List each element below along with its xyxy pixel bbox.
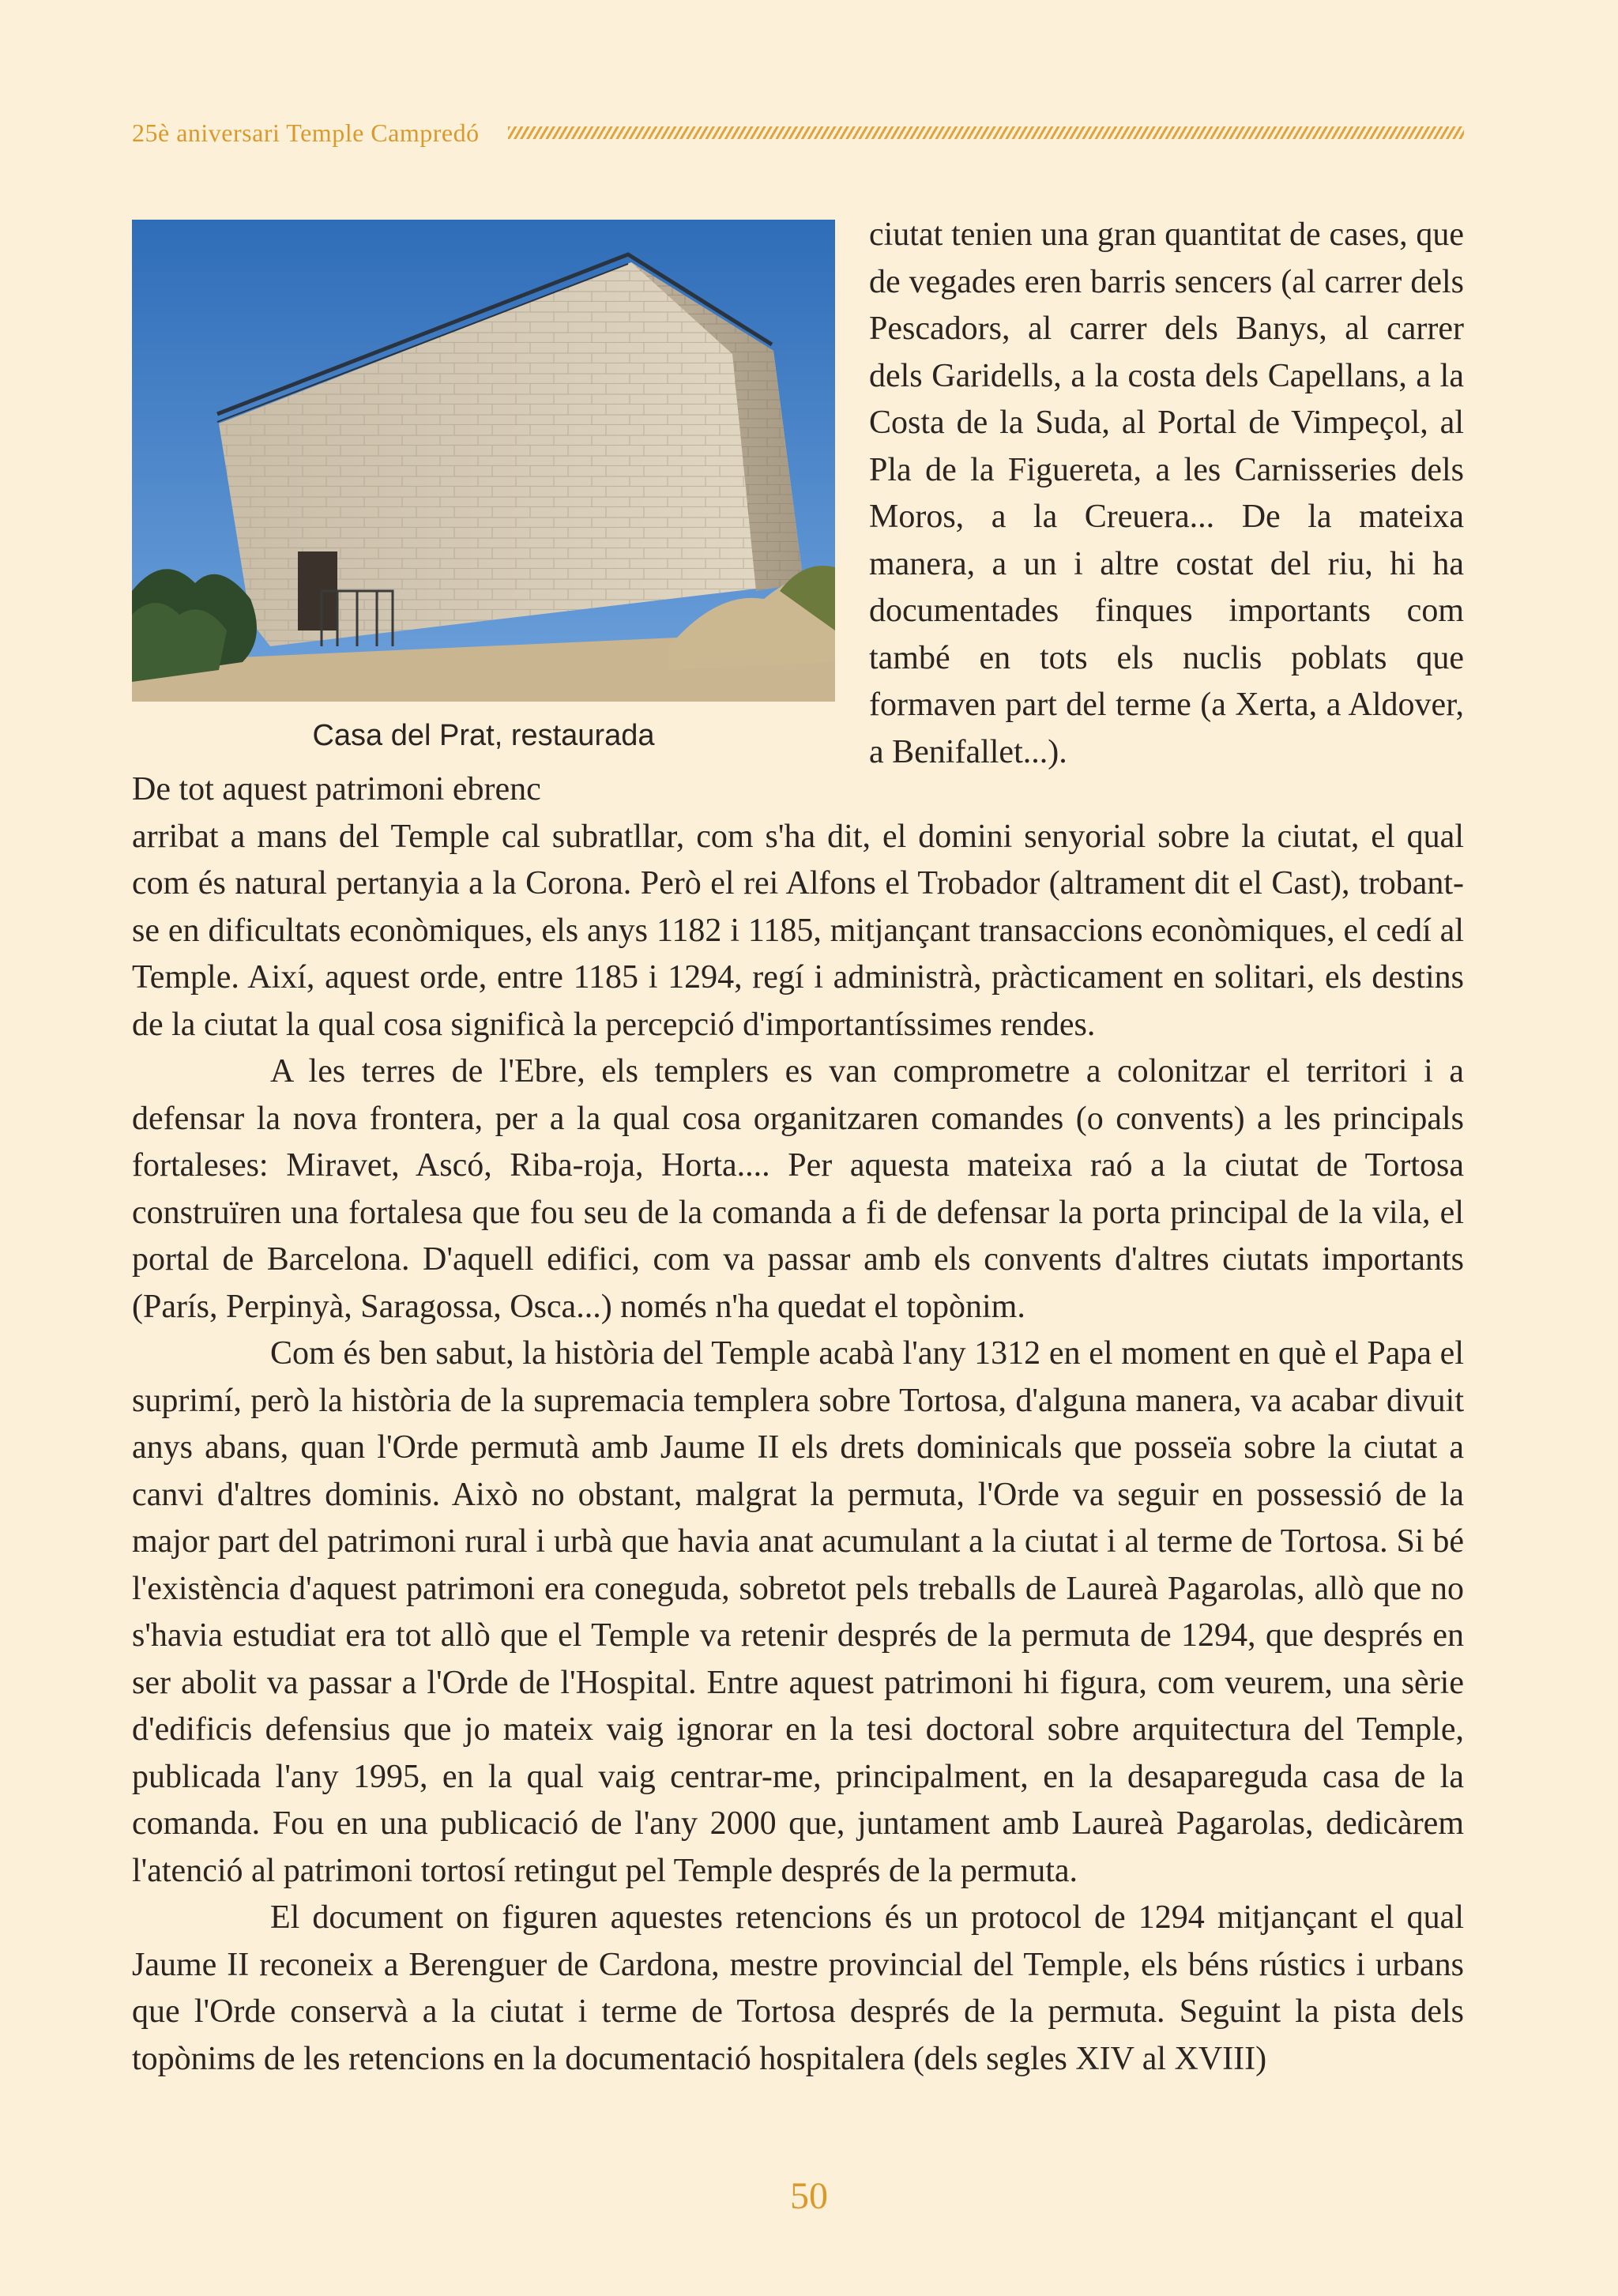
figure-photo-casa-del-prat	[132, 220, 835, 702]
header-title: 25è aniversari Temple Campredó	[132, 118, 480, 147]
paragraph: El document on figuren aquestes retencions és un protocol de 1294 mitjançant el qual Jaume II reconeix a Berenguer de Cardona, mestre provincial del Temple, els béns rústics i urbans que l'Orde conservà a la ciutat i terme de Tortosa després de la permuta. Seguint la pista dels topònims de les retencions en la documentació hospitalera (dels segles XIV al XVIII)	[132, 1899, 1464, 2077]
right-column-text	[869, 212, 1464, 776]
header-hatched-rule	[508, 126, 1464, 139]
paragraph: arribat a mans del Temple cal subratllar, com s'ha dit, el domini senyorial sobre la ciutat, el qual com és natural pertanyia a la Corona. Però el rei Alfons el Trobador (altrament dit el Cast), trobant-se en dificultats econòmiques, els anys 1182 i 1185, mitjançant transaccions econòmiques, el cedí al Temple. Així, aquest orde, entre 1185 i 1294, regí i administrà, pràcticament en solitari, els destins de la ciutat la qual cosa significà la percepció d'importantíssimes rendes.	[132, 818, 1464, 1043]
figure-caption: Casa del Prat, restaurada	[312, 719, 655, 752]
running-header	[132, 117, 1464, 149]
page-number: 50	[790, 2175, 828, 2217]
paragraph: ciutat tenien una gran quantitat de cases, que de vegades eren barris sencers (al carrer dels Pescadors, al carrer dels Banys, al carrer dels Garidells, a la costa dels Capellans, a la Costa de la Suda, al Portal de Vimpeçol, al Pla de la Figuereta, a les Carnisseries dels Moros, a la Creuera... De la mateixa manera, a un i altre costat del riu, hi ha documentades finques importants com també en tots els nuclis poblats que formaven part del terme (a Xerta, a Aldover, a Benifallet...).	[869, 216, 1464, 770]
paragraph: A les terres de l'Ebre, els templers es van comprometre a colonitzar el territori i a defensar la nova frontera, per a la qual cosa organitzaren comandes (o convents) a les principals fortaleses: Miravet, Ascó, Riba-roja, Horta.... Per aquesta mateixa raó a la ciutat de Tortosa construïren una fortalesa que fou seu de la comanda a fi de defensar la porta principal de la vila, el portal de Barcelona. D'aquell edifici, com va passar amb els convents d'altres ciutats importants (París, Perpinyà, Saragossa, Osca...) només n'ha quedat el topònim.	[132, 1053, 1464, 1325]
paragraph: Com és ben sabut, la història del Temple acabà l'any 1312 en el moment en què el Papa el suprimí, però la història de la supremacia templera sobre Tortosa, d'alguna manera, va acabar divuit anys abans, quan l'Orde permutà amb Jaume II els drets dominicals que posseïa sobre la ciutat a canvi d'altres dominis. Això no obstant, malgrat la permuta, l'Orde va seguir en possessió de la major part del patrimoni rural i urbà que havia anat acumulant a la ciutat i al terme de Tortosa. Si bé l'existència d'aquest patrimoni era coneguda, sobretot pels treballs de Laureà Pagarolas, allò que no s'havia estudiat era tot allò que el Temple va retenir després de la permuta de 1294, que després en ser abolit va passar a l'Orde de l'Hospital. Entre aquest patrimoni hi figura, com veurem, una sèrie d'edificis defensius que jo mateix vaig ignorar en la tesi doctoral sobre arquitectura del Temple, publicada l'any 1995, en la qual vaig centrar-me, principalment, en la desapareguda casa de la comanda. Fou en una publicació de l'any 2000 que, juntament amb Laureà Pagarolas, dedicàrem l'atenció al patrimoni tortosí retingut pel Temple després de la permuta.	[132, 1335, 1464, 1889]
paragraph-lead: De tot aquest patrimoni ebrenc	[132, 771, 541, 807]
main-text	[132, 766, 1464, 2083]
